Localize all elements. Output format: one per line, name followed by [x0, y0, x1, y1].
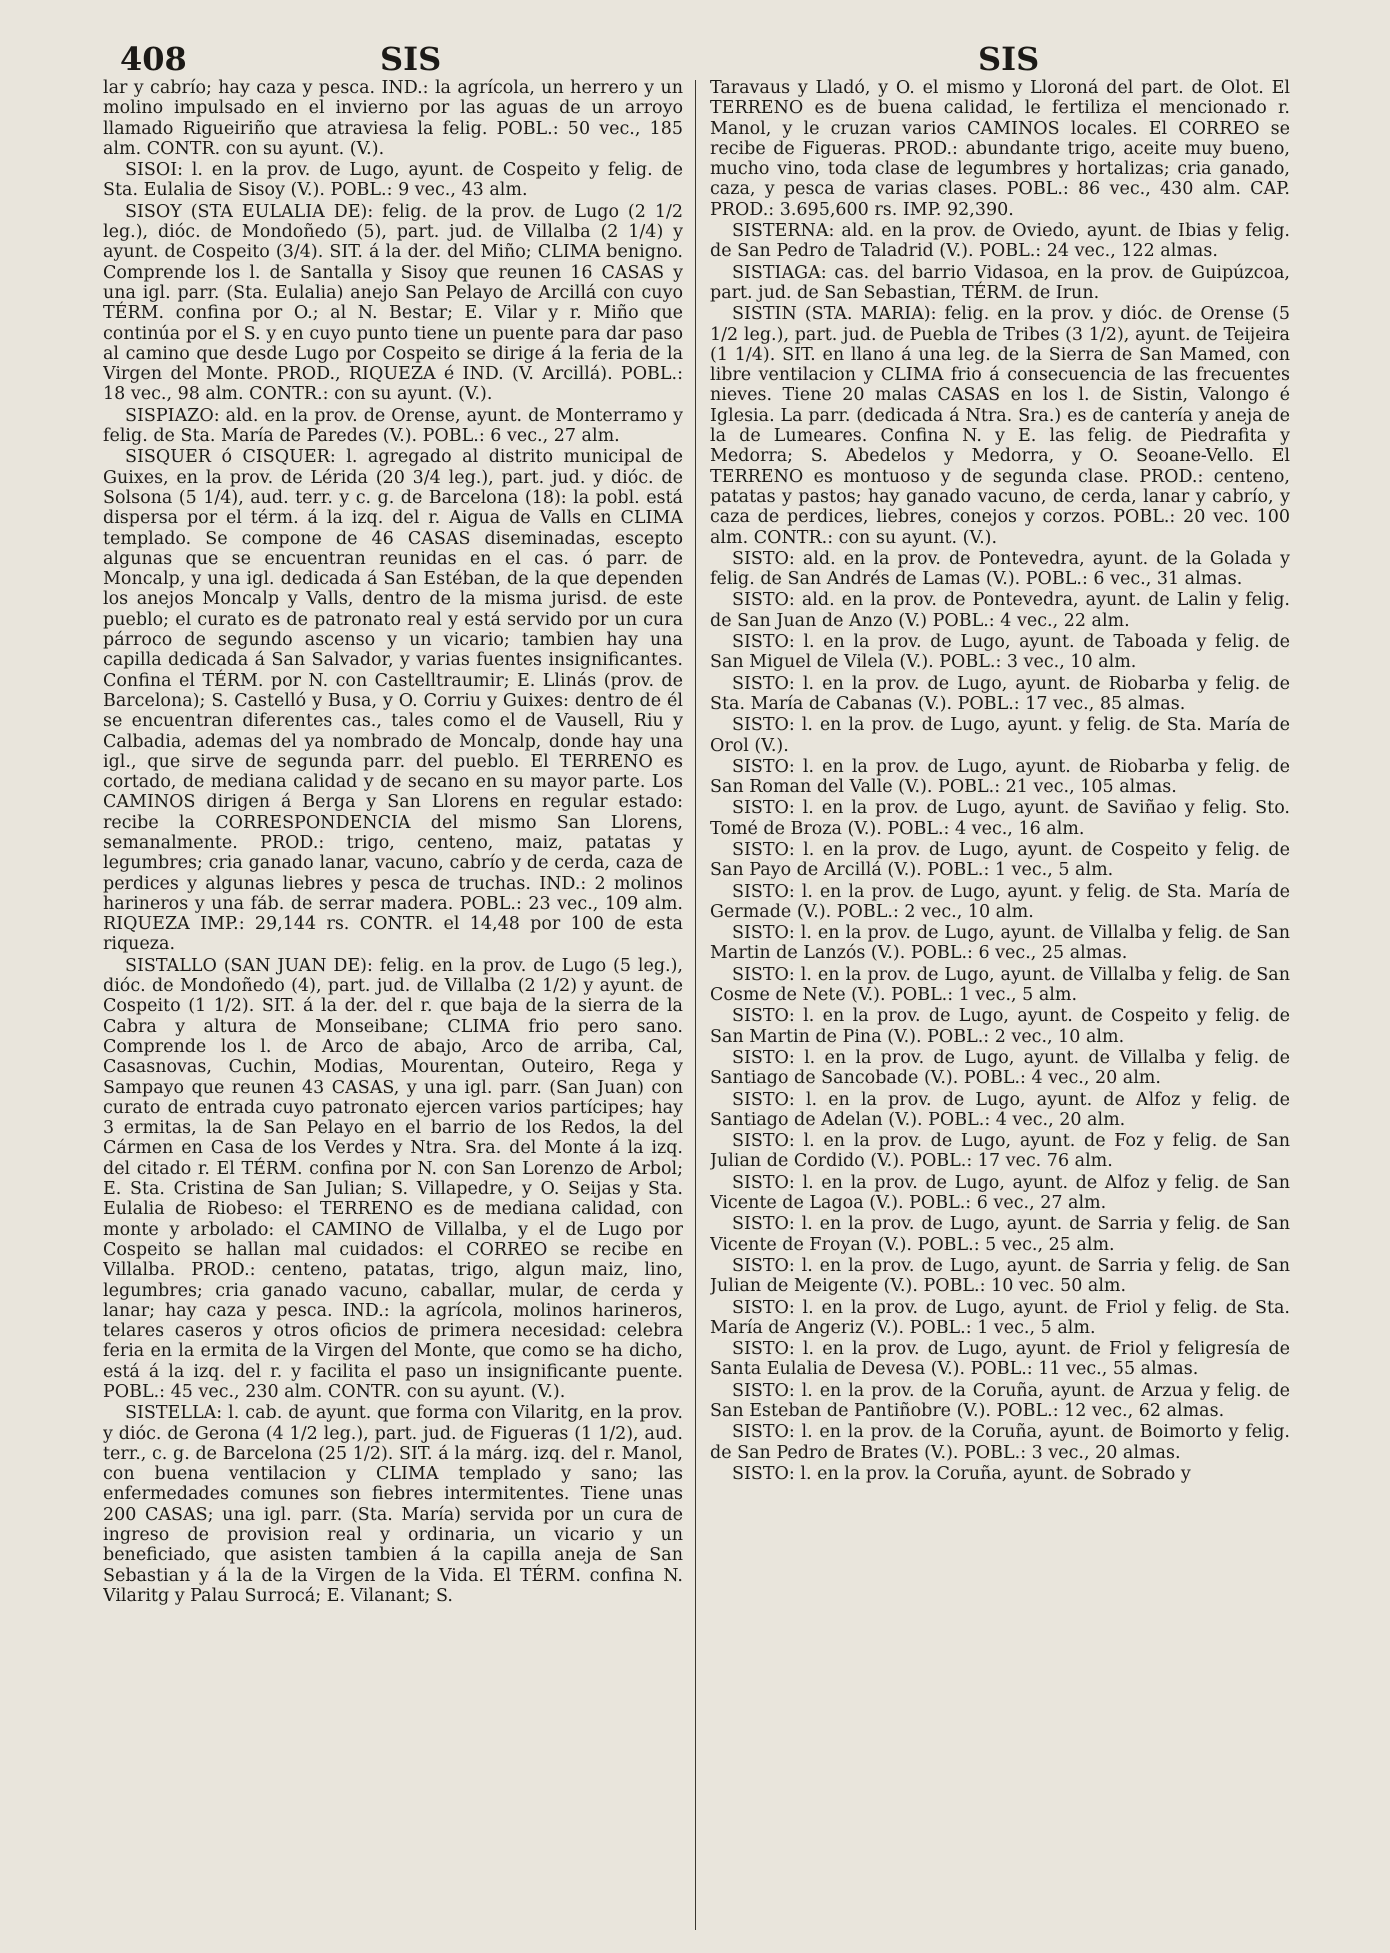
dictionary-entry: SISTO: ald. en la prov. de Pontevedra, ayunt. de la Golada y felig. de San Andrés de Lamas (V.). POBL.: 6 vec., 31 almas. [710, 548, 1290, 590]
dictionary-entry: SISTO: l. en la prov. de Lugo, ayunt. de Saviñao y felig. Sto. Tomé de Broza (V.). POBL.: 4 vec., 16 alm. [710, 798, 1290, 839]
dictionary-entry: SISOY (STA EULALIA DE): felig. de la prov. de Lugo (2 1/2 leg.), dióc. de Mondoñedo (5), part. jud. de Villalba (2 1/4) y ayunt. de Cospeito (3/4). SIT. á la der. del Miño; CLIMA benigno. Comprende los l. de Santalla y Sisoy que reunen 16 CASAS y una igl. parr. (Sta. Eulalia) anejo San Pelayo de Arcillá con cuyo TÉRM. confina por O.; al N. Bestar; E. Vilar y r. Miño que continúa por el S. y en cuyo punto tiene un puente para dar paso al camino que desde Lugo por Cospeito se dirige á la feria de la Virgen del Monte. PROD., RIQUEZA é IND. (V. Arcillá). POBL.: 18 vec., 98 alm. CONTR.: con su ayunt. (V.). [103, 201, 683, 405]
dictionary-entry: SISOI: l. en la prov. de Lugo, ayunt. de Cospeito y felig. de Sta. Eulalia de Sisoy (V.). POBL.: 9 vec., 43 alm. [103, 160, 683, 201]
dictionary-entry: SISTALLO (SAN JUAN DE): felig. en la prov. de Lugo (5 leg.), dióc. de Mondoñedo (4), part. jud. de Villalba (2 1/2) y ayunt. de Cospeito (1 1/2). SIT. á la der. del r. que baja de la sierra de la Cabra y altura de Monseibane; CLIMA frio pero sano. Comprende los l. de Arco de abajo, Arco de arriba, Cal, Casasnovas, Cuchin, Modias, Mourentan, Outeiro, Rega y Sampayo que reunen 43 CASAS, y una igl. parr. (San Juan) con curato de entrada cuyo patronato ejercen varios partícipes; hay 3 ermitas, la de San Pelayo en el barrio de los Redos, la del Cármen en Casa de los Verdes y Ntra. Sra. del Monte á la izq. del citado r. El TÉRM. confina por N. con San Lorenzo de Arbol; E. Sta. Cristina de San Julian; S. Villapedre, y O. Seijas y Sta. Eulalia de Riobeso: el TERRENO es de mediana calidad, con monte y arbolado: el CAMINO de Villalba, y el de Lugo por Cospeito se hallan mal cuidados: el CORREO se recibe en Villalba. PROD.: centeno, patatas, trigo, algun maiz, lino, legumbres; cria ganado vacuno, caballar, mular, de cerda y lanar; hay caza y pesca. IND.: la agrícola, molinos harineros, telares caseros y otros oficios de primera necesidad: celebra feria en la ermita de la Virgen del Monte, que como se ha dicho, está á la izq. del r. y facilita el paso un insignificante puente. POBL.: 45 vec., 230 alm. CONTR. con su ayunt. (V.). [103, 955, 683, 1402]
right-column [710, 78, 1290, 1938]
running-head-left: SIS [380, 40, 442, 78]
dictionary-entry: SISTO: l. en la prov. de Lugo, ayunt. de Riobarba y felig. de Sta. María de Cabanas (V.). POBL.: 17 vec., 85 almas. [710, 673, 1290, 714]
left-column [103, 78, 683, 1938]
running-head-right: SIS [978, 40, 1040, 78]
dictionary-entry: SISTO: l. en la prov. de la Coruña, ayunt. de Arzua y felig. de San Esteban de Pantiñobre (V.). POBL.: 12 vec., 62 almas. [710, 1380, 1290, 1421]
dictionary-entry: SISTO: l. en la prov. de Lugo, ayunt. de Riobarba y felig. de San Roman del Valle (V.). POBL.: 21 vec., 105 almas. [710, 756, 1290, 798]
dictionary-entry: SISTIN (STA. MARIA): felig. en la prov. y dióc. de Orense (5 1/2 leg.), part. jud. de Puebla de Tribes (3 1/2), ayunt. de Teijeira (1 1/4). SIT. en llano á una leg. de la Sierra de San Mamed, con libre ventilacion y CLIMA frio á consecuencia de las frecuentes nieves. Tiene 20 malas CASAS en los l. de Sistin, Valongo é Iglesia. La parr. (dedicada á Ntra. Sra.) es de cantería y aneja de la de Lumeares. Confina N. y E. las felig. de Piedrafita y Medorra; S. Abedelos y Medorra, y O. Seoane-Vello. El TERRENO es montuoso y de segunda clase. PROD.: centeno, patatas y pastos; hay ganado vacuno, de cerda, lanar y cabrío, y caza de perdices, liebres, conejos y corzos. POBL.: 20 vec. 100 alm. CONTR.: con su ayunt. (V.). [710, 304, 1290, 548]
dictionary-entry: SISTO: l. en la prov. de Lugo, ayunt. de Villalba y felig. de San Martin de Lanzós (V.). POBL.: 6 vec., 25 almas. [710, 923, 1290, 964]
dictionary-entry: SISTO: l. en la prov. de Lugo, ayunt. y felig. de Sta. María de Germade (V.). POBL.: 2 vec., 10 alm. [710, 881, 1290, 922]
dictionary-entry: SISTO: l. en la prov. de Lugo, ayunt. de Cospeito y felig. de San Martin de Pina (V.). POBL.: 2 vec., 10 alm. [710, 1006, 1290, 1047]
dictionary-entry: SISTO: l. en la prov. de Lugo, ayunt. de Villalba y felig. de San Cosme de Nete (V.). POBL.: 1 vec., 5 alm. [710, 964, 1290, 1006]
dictionary-entry: SISTELLA: l. cab. de ayunt. que forma con Vilaritg, en la prov. y dióc. de Gerona (4 1/2 leg.), part. jud. de Figueras (1 1/2), aud. terr., c. g. de Barcelona (25 1/2). SIT. á la márg. izq. del r. Manol, con buena ventilacion y CLIMA templado y sano; las enfermedades comunes son fiebres intermitentes. Tiene unas 200 CASAS; una igl. parr. (Sta. María) servida por un cura de ingreso de provision real y ordinaria, un vicario y un beneficiado, que asisten tambien á la capilla aneja de San Sebastian y á la de la Virgen de la Vida. El TÉRM. confina N. Vilaritg y Palau Surrocá; E. Vilanant; S. [103, 1403, 683, 1606]
dictionary-entry: SISTO: l. en la prov. de Lugo, ayunt. de Alfoz y felig. de Santiago de Adelan (V.). POBL.: 4 vec., 20 alm. [710, 1089, 1290, 1130]
dictionary-entry: SISTIAGA: cas. del barrio Vidasoa, en la prov. de Guipúzcoa, part. jud. de San Sebastian, TÉRM. de Irun. [710, 262, 1290, 303]
dictionary-entry: SISTO: l. en la prov. de Lugo, ayunt. de Friol y feligresía de Santa Eulalia de Devesa (V.). POBL.: 11 vec., 55 almas. [710, 1339, 1290, 1380]
dictionary-entry: SISTO: l. en la prov. la Coruña, ayunt. de Sobrado y [732, 1463, 1191, 1484]
dictionary-entry: SISPIAZO: ald. en la prov. de Orense, ayunt. de Monterramo y felig. de Sta. María de Paredes (V.). POBL.: 6 vec., 27 alm. [103, 405, 683, 447]
dictionary-entry: SISTO: l. en la prov. de Lugo, ayunt. de Sarria y felig. de San Julian de Meigente (V.). POBL.: 10 vec. 50 alm. [710, 1255, 1290, 1297]
dictionary-entry: SISTO: l. en la prov. de Lugo, ayunt. de Villalba y felig. de Santiago de Sancobade (V.). POBL.: 4 vec., 20 alm. [710, 1047, 1290, 1089]
dictionary-entry: SISTERNA: ald. en la prov. de Oviedo, ayunt. de Ibias y felig. de San Pedro de Taladrid (V.). POBL.: 24 vec., 122 almas. [710, 221, 1290, 262]
dictionary-entry: Taravaus y Lladó, y O. el mismo y Lloroná del part. de Olot. El TERRENO es de buena calidad, le fertiliza el mencionado r. Manol, y le cruzan varios CAMINOS locales. El CORREO se recibe de Figueras. PROD.: abundante trigo, aceite muy bueno, mucho vino, toda clase de legumbres y hortalizas; cria ganado, caza, y pesca de varias clases. POBL.: 86 vec., 430 alm. CAP. PROD.: 3.695,600 rs. IMP. 92,390. [710, 78, 1290, 220]
dictionary-entry: SISQUER ó CISQUER: l. agregado al distrito municipal de Guixes, en la prov. de Lérida (20 3/4 leg.), part. jud. y dióc. de Solsona (5 1/4), aud. terr. y c. g. de Barcelona (18): la pobl. está dispersa por el térm. á la izq. del r. Aigua de Valls en CLIMA templado. Se compone de 46 CASAS diseminadas, escepto algunas que se encuentran reunidas en el cas. ó parr. de Moncalp, y una igl. dedicada á San Estéban, de la que dependen los anejos Moncalp y Valls, dentro de la misma jurisd. de este pueblo; el curato es de patronato real y está servido por un cura párroco de segundo ascenso y un vicario; tambien hay una capilla dedicada á San Salvador, y varias fuentes insignificantes. Confina el TÉRM. por N. con Castelltraumir; E. Llinás (prov. de Barcelona); S. Castelló y Busa, y O. Corriu y Guixes: dentro de él se encuentran diferentes cas., tales como el de Vausell, Riu y Calbadia, ademas del ya nombrado de Moncalp, donde hay una igl., que sirve de segunda parr. del pueblo. El TERRENO es cortado, de mediana calidad y de secano en su mayor parte. Los CAMINOS dirigen á Berga y San Llorens en regular estado: recibe la CORRESPONDENCIA del mismo San Llorens, semanalmente. PROD.: trigo, centeno, maiz, patatas y legumbres; cria ganado lanar, vacuno, cabrío y de cerda, caza de perdices y algunas liebres y pesca de truchas. IND.: 2 molinos harineros y una fáb. de serrar madera. POBL.: 23 vec., 109 alm. RIQUEZA IMP.: 29,144 rs. CONTR. el 14,48 por 100 de esta riqueza. [103, 447, 683, 955]
dictionary-entry: SISTO: l. en la prov. de Lugo, ayunt. de Sarria y felig. de San Vicente de Froyan (V.). POBL.: 5 vec., 25 alm. [710, 1214, 1290, 1255]
column-divider [695, 80, 696, 1930]
dictionary-entry: SISTO: l. en la prov. de Lugo, ayunt. y felig. de Sta. María de Orol (V.). [710, 715, 1290, 756]
dictionary-entry: SISTO: l. en la prov. de Lugo, ayunt. de Taboada y felig. de San Miguel de Vilela (V.). POBL.: 3 vec., 10 alm. [710, 632, 1290, 673]
dictionary-entry: SISTO: l. en la prov. de Lugo, ayunt. de Friol y felig. de Sta. María de Angeriz (V.). POBL.: 1 vec., 5 alm. [710, 1297, 1290, 1338]
dictionary-entry: SISTO: l. en la prov. de Lugo, ayunt. de Alfoz y felig. de San Vicente de Lagoa (V.). POBL.: 6 vec., 27 alm. [710, 1172, 1290, 1214]
dictionary-entry: SISTO: l. en la prov. de Lugo, ayunt. de Foz y felig. de San Julian de Cordido (V.). POBL.: 17 vec. 76 alm. [710, 1131, 1290, 1172]
dictionary-entry: lar y cabrío; hay caza y pesca. IND.: la agrícola, un herrero y un molino impulsado en el invierno por las aguas de un arroyo llamado Rigueiriño que atraviesa la felig. POBL.: 50 vec., 185 alm. CONTR. con su ayunt. (V.). [103, 78, 683, 159]
page-number: 408 [120, 40, 187, 78]
dictionary-entry: SISTO: l. en la prov. de Lugo, ayunt. de Cospeito y felig. de San Payo de Arcillá (V.). POBL.: 1 vec., 5 alm. [710, 839, 1290, 881]
dictionary-entry: SISTO: ald. en la prov. de Pontevedra, ayunt. de Lalin y felig. de San Juan de Anzo (V.) POBL.: 4 vec., 22 alm. [710, 590, 1290, 631]
dictionary-entry: SISTO: l. en la prov. de la Coruña, ayunt. de Boimorto y felig. de San Pedro de Brates (V.). POBL.: 3 vec., 20 almas. [710, 1422, 1290, 1463]
